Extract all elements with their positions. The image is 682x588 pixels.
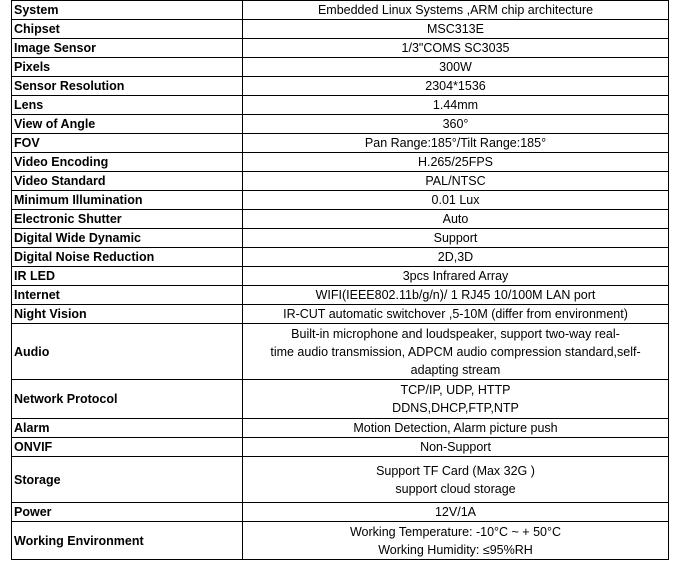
row-value: MSC313E xyxy=(243,20,669,39)
row-label: Internet xyxy=(12,286,243,305)
table-row xyxy=(12,267,669,286)
row-label: ONVIF xyxy=(12,438,243,457)
row-label: Network Protocol xyxy=(12,380,243,419)
row-value: 12V/1A xyxy=(243,503,669,522)
row-label: Storage xyxy=(12,457,243,503)
row-value: 360° xyxy=(243,115,669,134)
row-value: 2304*1536 xyxy=(243,77,669,96)
row-label: Chipset xyxy=(12,20,243,39)
table-row xyxy=(12,438,669,457)
row-label: Electronic Shutter xyxy=(12,210,243,229)
table-row xyxy=(12,191,669,210)
table-row xyxy=(12,172,669,191)
table-row xyxy=(12,380,669,419)
row-value: 1.44mm xyxy=(243,96,669,115)
table-row xyxy=(12,153,669,172)
row-value: Embedded Linux Systems ,ARM chip architecture xyxy=(243,1,669,20)
row-label: Alarm xyxy=(12,419,243,438)
row-value: Motion Detection, Alarm picture push xyxy=(243,419,669,438)
table-row xyxy=(12,210,669,229)
row-label: Image Sensor xyxy=(12,39,243,58)
table-row xyxy=(12,58,669,77)
table-row xyxy=(12,1,669,20)
row-value: Pan Range:185°/Tilt Range:185° xyxy=(243,134,669,153)
row-label: Working Environment xyxy=(12,522,243,560)
row-value: Non-Support xyxy=(243,438,669,457)
table-row xyxy=(12,324,669,380)
row-label: Sensor Resolution xyxy=(12,77,243,96)
table-row xyxy=(12,305,669,324)
row-label: System xyxy=(12,1,243,20)
table-row xyxy=(12,77,669,96)
table-row xyxy=(12,115,669,134)
row-value: H.265/25FPS xyxy=(243,153,669,172)
row-value: Built-in microphone and loudspeaker, support two-way real- time audio transmission, ADPCM audio compression standard,self- adapting stream xyxy=(243,324,669,380)
row-label: Video Encoding xyxy=(12,153,243,172)
table-row xyxy=(12,134,669,153)
row-label: Digital Noise Reduction xyxy=(12,248,243,267)
row-value: IR-CUT automatic switchover ,5-10M (differ from environment) xyxy=(243,305,669,324)
table-row xyxy=(12,39,669,58)
table-row xyxy=(12,20,669,39)
row-value: Support xyxy=(243,229,669,248)
row-value: 1/3"COMS SC3035 xyxy=(243,39,669,58)
row-label: Audio xyxy=(12,324,243,380)
table-row xyxy=(12,229,669,248)
row-label: Power xyxy=(12,503,243,522)
table-row xyxy=(12,522,669,560)
row-value: PAL/NTSC xyxy=(243,172,669,191)
row-label: Lens xyxy=(12,96,243,115)
table-row xyxy=(12,96,669,115)
row-label: Minimum Illumination xyxy=(12,191,243,210)
table-row xyxy=(12,248,669,267)
table-row xyxy=(12,419,669,438)
row-label: Video Standard xyxy=(12,172,243,191)
row-value: WIFI(IEEE802.11b/g/n)/ 1 RJ45 10/100M LAN port xyxy=(243,286,669,305)
row-label: Digital Wide Dynamic xyxy=(12,229,243,248)
table-row xyxy=(12,457,669,503)
row-value: 2D,3D xyxy=(243,248,669,267)
row-value: 3pcs Infrared Array xyxy=(243,267,669,286)
table-row xyxy=(12,503,669,522)
row-value: Working Temperature: -10°C ~ + 50°C Working Humidity: ≤95%RH xyxy=(243,522,669,560)
row-label: FOV xyxy=(12,134,243,153)
row-value: TCP/IP, UDP, HTTP DDNS,DHCP,FTP,NTP xyxy=(243,380,669,419)
row-label: View of Angle xyxy=(12,115,243,134)
row-label: Pixels xyxy=(12,58,243,77)
row-value: Auto xyxy=(243,210,669,229)
row-label: Night Vision xyxy=(12,305,243,324)
row-value: Support TF Card (Max 32G ) support cloud storage xyxy=(243,457,669,503)
spec-table xyxy=(11,0,669,560)
row-label: IR LED xyxy=(12,267,243,286)
row-value: 300W xyxy=(243,58,669,77)
table-row xyxy=(12,286,669,305)
row-value: 0.01 Lux xyxy=(243,191,669,210)
